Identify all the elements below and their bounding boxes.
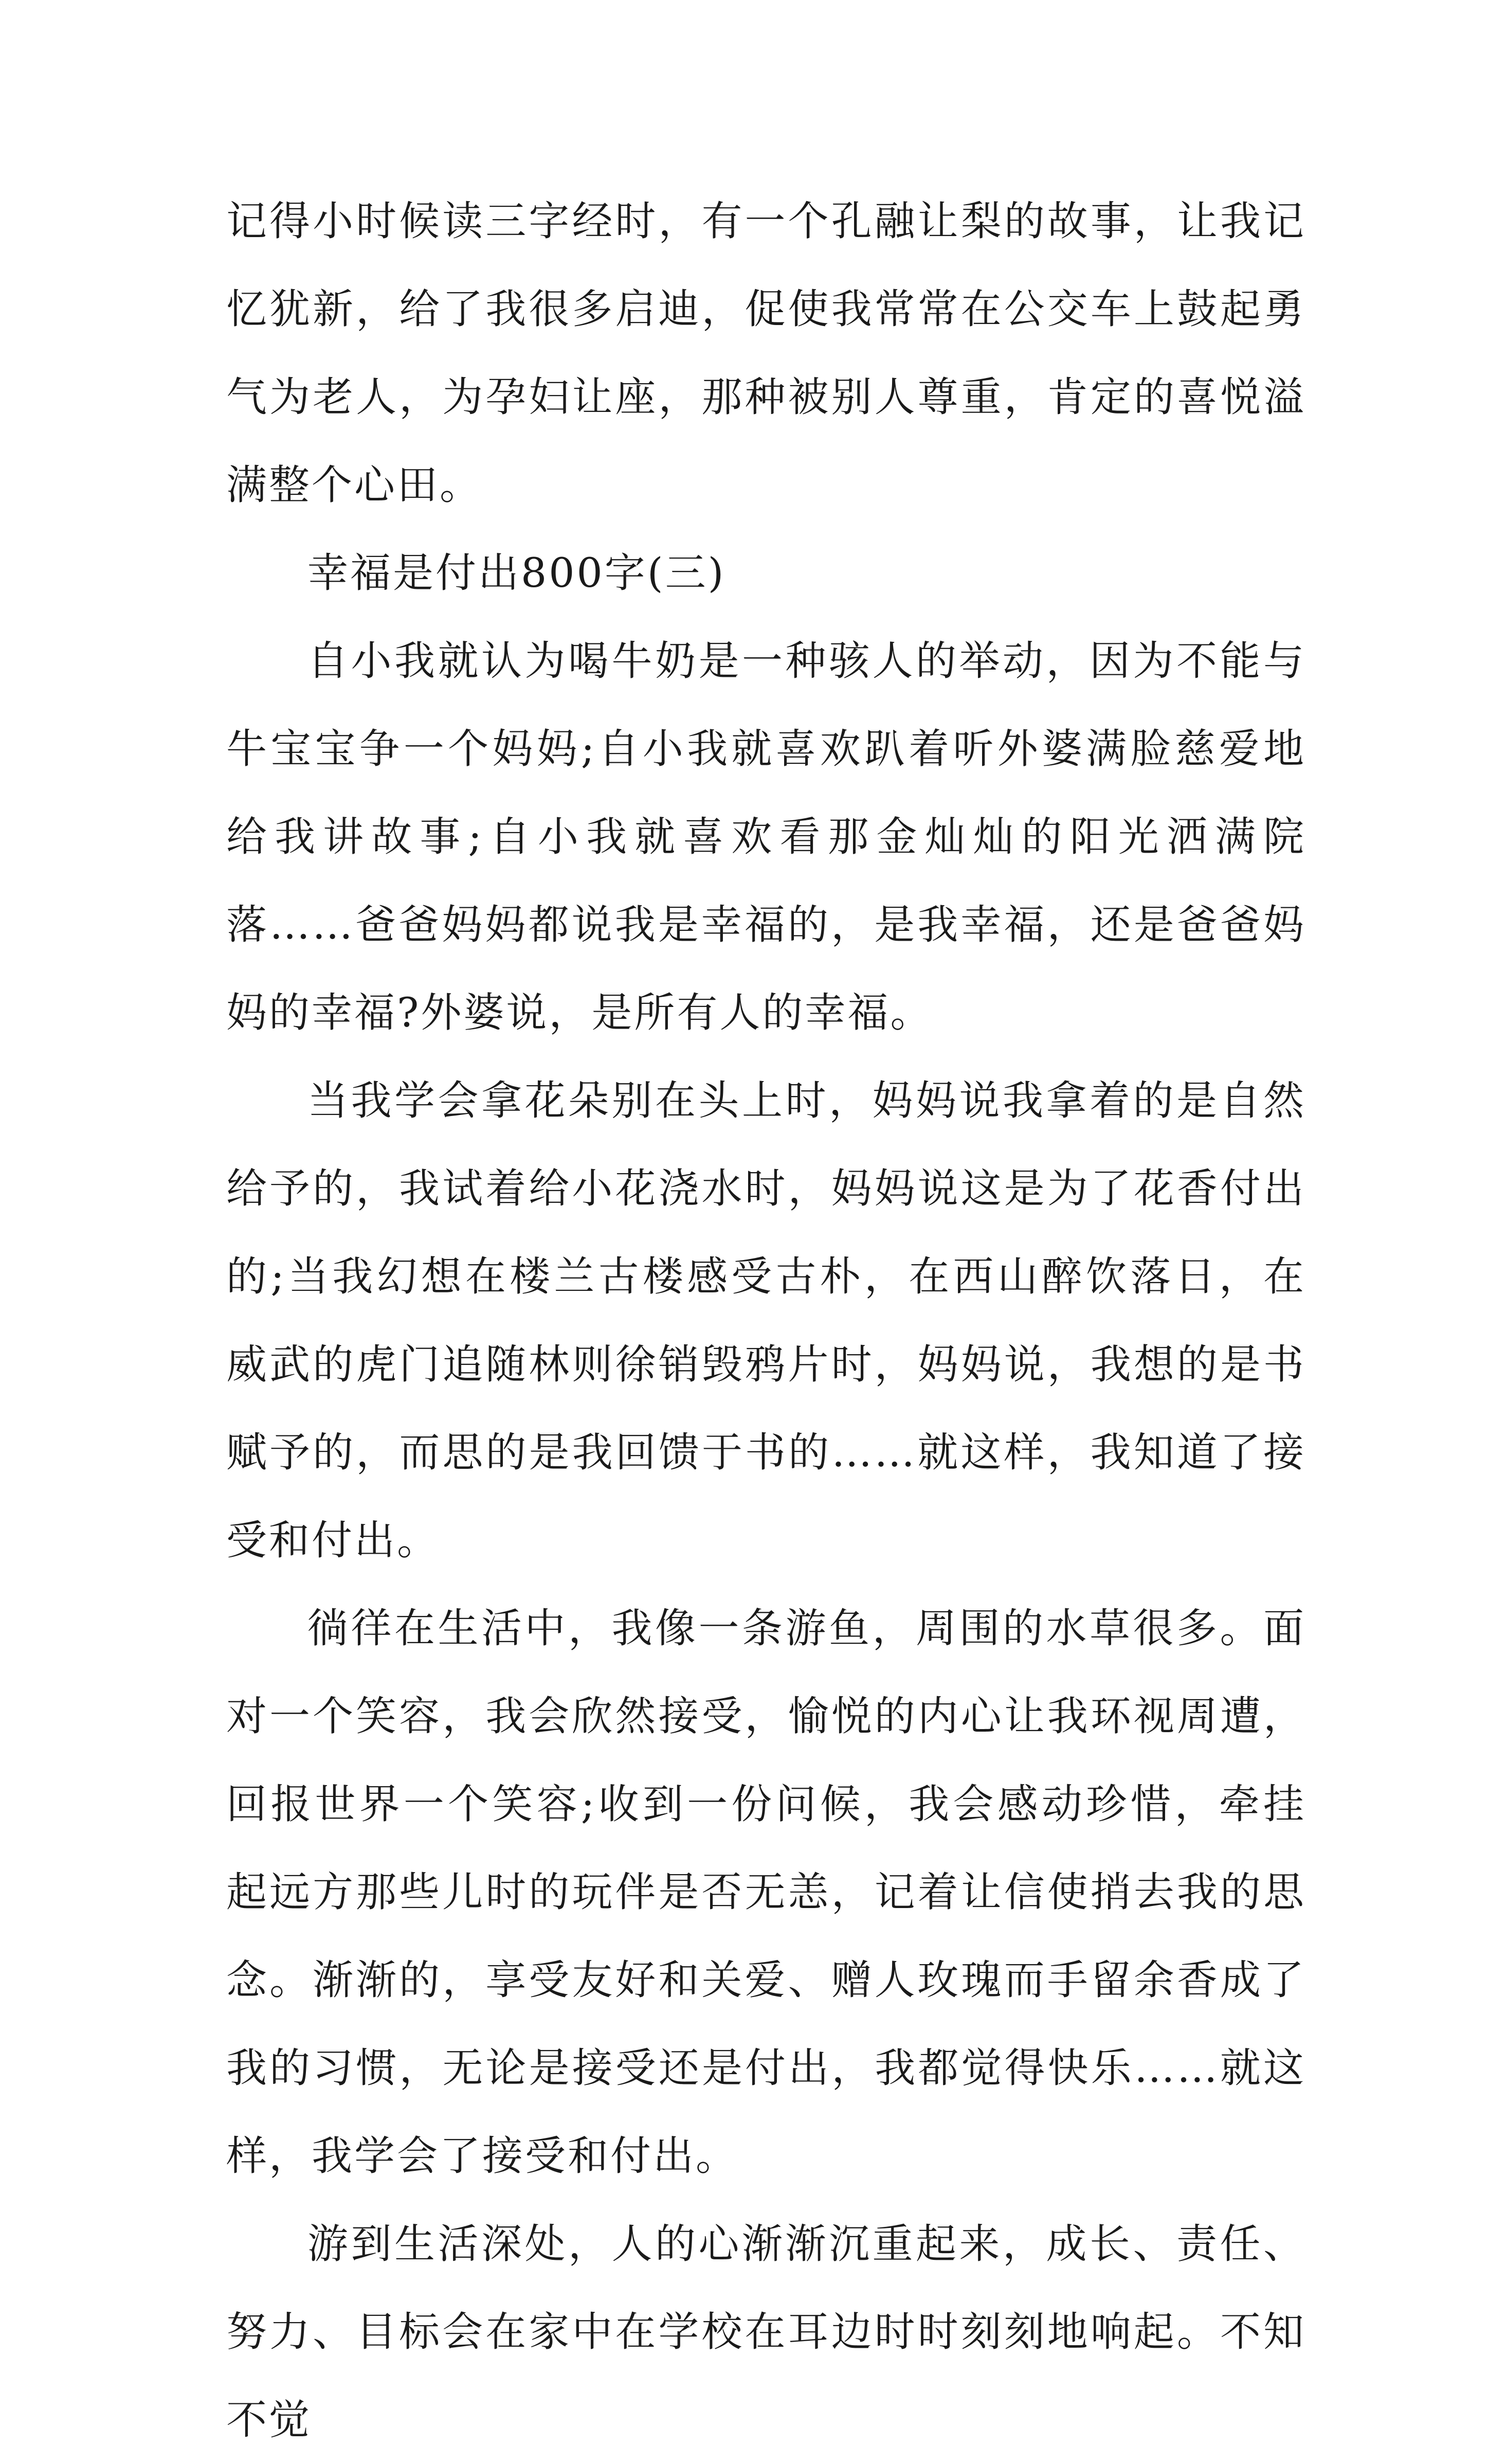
paragraph-3: 当我学会拿花朵别在头上时，妈妈说我拿着的是自然给予的，我试着给小花浇水时，妈妈说这是为了花香付出的;当我幻想在楼兰古楼感受古朴，在西山醉饮落日，在威武的虎门追随林则徐销毁鸦片时，妈妈说，我想的是书赋予的，而思的是我回馈于书的……就这样，我知道了接受和付出。 [226, 1077, 1306, 1564]
paragraph-1: 记得小时候读三字经时，有一个孔融让梨的故事，让我记忆犹新，给了我很多启迪，促使我常常在公交车上鼓起勇气为老人，为孕妇让座，那种被别人尊重，肯定的喜悦溢满整个心田。 [226, 197, 1306, 509]
section-heading: 幸福是付出800字(三) [307, 549, 726, 597]
paragraph-2: 自小我就认为喝牛奶是一种骇人的举动，因为不能与牛宝宝争一个妈妈;自小我就喜欢趴着听外婆满脸慈爱地给我讲故事;自小我就喜欢看那金灿灿的阳光洒满院落……爸爸妈妈都说我是幸福的，是我幸福，还是爸爸妈妈的幸福?外婆说，是所有人的幸福。 [226, 637, 1306, 1036]
paragraph-4: 徜徉在生活中，我像一条游鱼，周围的水草很多。面对一个笑容，我会欣然接受，愉悦的内心让我环视周遭，回报世界一个笑容;收到一份问候，我会感动珍惜，牵挂起远方那些儿时的玩伴是否无恙，记着让信使捎去我的思念。渐渐的，享受友好和关爱、赠人玫瑰而手留余香成了我的习惯，无论是接受还是付出，我都觉得快乐……就这样，我学会了接受和付出。 [226, 1605, 1306, 2180]
body-text [226, 177, 1306, 2464]
paragraph-5: 游到生活深处，人的心渐渐沉重起来，成长、责任、努力、目标会在家中在学校在耳边时时刻刻地响起。不知不觉 [226, 2220, 1306, 2443]
